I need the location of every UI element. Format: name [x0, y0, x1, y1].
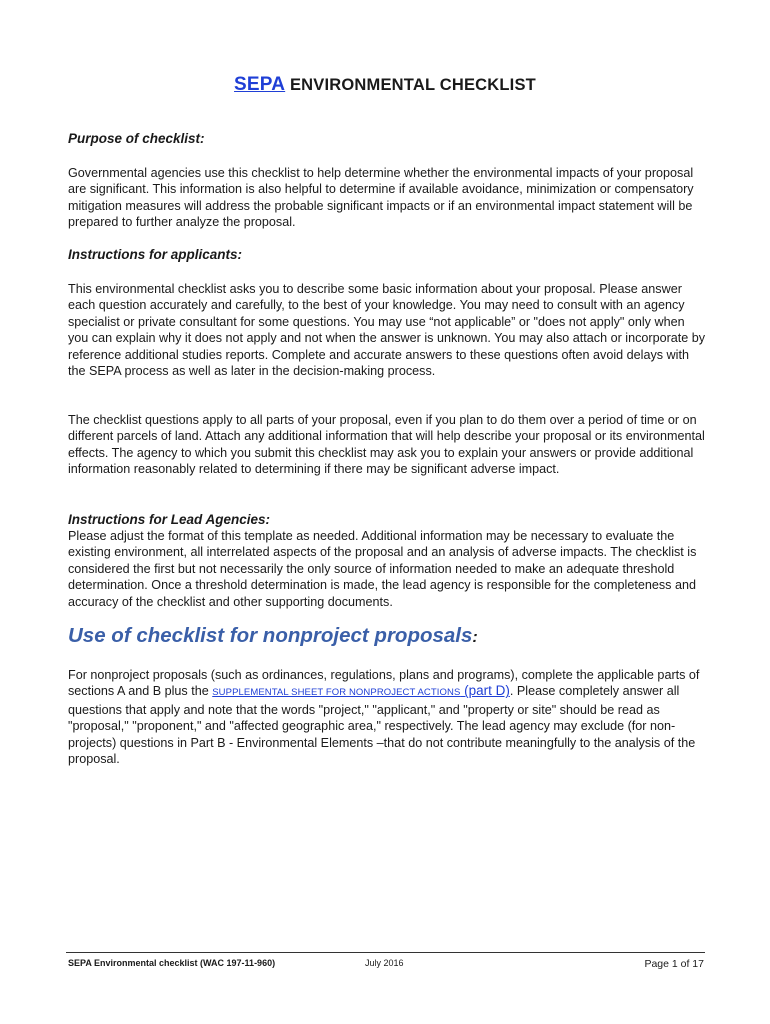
nonproject-text-before: For nonproject proposals (such as ordinances, regulations, plans and programs), complete the applicable parts of sections A and B plus the: [68, 668, 700, 699]
nonproject-heading-colon: :: [472, 629, 478, 646]
purpose-text: Governmental agencies use this checklist to help determine whether the environmental impacts of your proposal are significant. This information is also helpful to determine if available avoidance, minimization or compensatory mitigation measures will address the probable significant impacts or if an environmental impact statement will be prepared to further analyze the proposal.: [68, 166, 694, 230]
nonproject-heading: [68, 624, 478, 648]
title-text: ENVIRONMENTAL CHECKLIST: [285, 76, 536, 94]
footer-document-title: SEPA Environmental checklist (WAC 197-11-960): [68, 958, 276, 968]
sepa-link[interactable]: SEPA: [234, 74, 286, 95]
applicants-heading: Instructions for applicants:: [68, 247, 243, 262]
nonproject-heading-text: Use of checklist for nonproject proposals: [68, 624, 473, 647]
footer-page-number: Page 1 of 17: [644, 958, 704, 970]
footer-date: July 2016: [365, 958, 404, 968]
lead-agencies-heading: Instructions for Lead Agencies:: [68, 512, 271, 527]
lead-agencies-text: Please adjust the format of this template as needed. Additional information may be necessary to evaluate the existing environment, all interrelated aspects of the proposal and an analysis of adverse impacts. The checklist is considered the first but not necessarily the only source of information needed to make an adequate threshold determination. Once a threshold determination is made, the lead agency is responsible for the completeness and accuracy of the checklist and other supporting documents.: [68, 529, 697, 609]
applicants-paragraph-1: This environmental checklist asks you to describe some basic information about your proposal. Please answer each question accurately and carefully, to the best of your knowledge. You may need to consult with an agency specialist or private consultant for some questions. You may use “not applicable” or "does not apply" only when you can explain why it does not apply and not when the answer is unknown. You may also attach or incorporate by reference additional studies reports. Complete and accurate answers to these questions often avoid delays with the SEPA process as well as later in the decision-making process.: [68, 282, 706, 379]
nonproject-text-after: . Please completely answer all questions that apply and note that the words "project," "applicant," and "property or site" should be read as "proposal," "proponent," and "affected geographic area," respectively. The lead agency may exclude (for non-projects) questions in Part B - Environmental Elements –that do not contribute meaningfully to the analysis of the proposal.: [68, 684, 696, 767]
applicants-paragraph-2: The checklist questions apply to all parts of your proposal, even if you plan to do them over a period of time or on different parcels of land. Attach any additional information that will help describe your proposal or its environmental effects. The agency to which you submit this checklist may ask you to explain your answers or provide additional information reasonably related to determining if there may be significant adverse impact.: [68, 413, 705, 477]
part-d-link[interactable]: (part D): [460, 683, 510, 699]
purpose-heading: Purpose of checklist:: [68, 131, 205, 146]
footer-divider: [66, 952, 705, 953]
supplemental-sheet-link[interactable]: SUPPLEMENTAL SHEET FOR NONPROJECT ACTIONS: [212, 687, 461, 699]
page-title: [0, 74, 770, 96]
nonproject-text: [68, 667, 708, 767]
